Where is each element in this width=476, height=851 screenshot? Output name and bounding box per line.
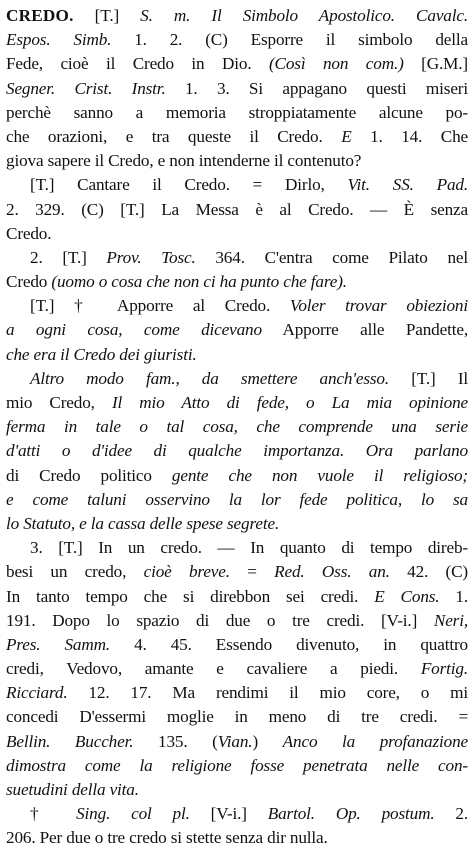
entry-line bbox=[6, 173, 468, 197]
entry-text: Fede, cioè il Credo in Dio. bbox=[6, 54, 269, 74]
entry-text: 206. Per due o tre credo si stette senza dir nulla. bbox=[6, 828, 328, 848]
entry-text: concedi D'essermi moglie in meno di tre credi. = bbox=[6, 707, 468, 727]
entry-line bbox=[6, 536, 468, 560]
italic-text: Ricciard. bbox=[6, 683, 68, 703]
entry-text: mio Credo, bbox=[6, 393, 112, 412]
entry-text: 1. 3. Si appagano questi miseri bbox=[165, 78, 468, 98]
entry-line bbox=[6, 464, 468, 488]
italic-text: Vian. bbox=[217, 731, 253, 751]
entry-line bbox=[6, 826, 468, 850]
entry-text: 2. bbox=[434, 804, 468, 824]
entry-text: 3. [T.] In un credo. — In quanto di tempo direb- bbox=[30, 538, 468, 558]
entry-line bbox=[6, 488, 468, 512]
entry-text: 2. 329. (C) [T.] La Messa è al Credo. — È senza bbox=[6, 199, 468, 219]
entry-text: 2. [T.] bbox=[30, 247, 107, 267]
entry-text: perchè sanno a memoria stroppiatamente alcune po- bbox=[6, 102, 468, 122]
italic-text: Voler trovar obiezioni bbox=[289, 296, 468, 316]
entry-line bbox=[6, 52, 468, 76]
entry-text: che orazioni, e tra queste il Credo. bbox=[6, 126, 342, 146]
entry-text: giova sapere il Credo, e non intenderne il contenuto? bbox=[6, 151, 362, 171]
italic-text: che era il Credo dei giuristi. bbox=[6, 344, 197, 364]
italic-text: d'atti o d'idee di qualche importanza. Ora parlano bbox=[6, 441, 468, 461]
entry-line bbox=[6, 222, 468, 246]
entry-line bbox=[6, 778, 468, 802]
entry-text: 42. (C) bbox=[389, 562, 468, 582]
entry-text: Apporre alle Pandette, bbox=[261, 320, 468, 340]
dictionary-page bbox=[6, 4, 469, 848]
entry-line bbox=[6, 4, 468, 28]
entry-text: Credo. bbox=[6, 223, 52, 243]
entry-line bbox=[6, 294, 468, 318]
italic-text: Red. Oss. an. bbox=[274, 562, 390, 582]
entry-line bbox=[6, 343, 468, 367]
entry-line bbox=[6, 609, 468, 633]
italic-text: Sing. col pl. bbox=[76, 804, 190, 824]
italic-text: Bellin. Buccher. bbox=[6, 731, 134, 751]
entry-text: [T.] Il bbox=[389, 368, 469, 388]
entry-line bbox=[6, 439, 468, 463]
entry-text: [G.M.] bbox=[403, 54, 469, 74]
italic-text: S. m. Il Simbolo Apostolico. Cavalc. bbox=[140, 6, 468, 25]
entry-line bbox=[6, 754, 468, 778]
italic-text: ferma in tale o tal cosa, che comprende una serie bbox=[6, 417, 468, 437]
entry-text: [T.] † Apporre al Credo. bbox=[30, 296, 290, 316]
entry-line bbox=[6, 681, 468, 705]
dictionary-entry-credo bbox=[6, 4, 468, 851]
italic-text: gente che non vuole il religioso; bbox=[171, 465, 469, 485]
italic-text: Fortig. bbox=[420, 659, 468, 679]
entry-line bbox=[6, 657, 468, 681]
entry-line bbox=[6, 198, 468, 222]
entry-line bbox=[6, 415, 468, 439]
italic-text: (Così non com.) bbox=[268, 54, 404, 74]
entry-line bbox=[6, 149, 468, 173]
entry-text: credi, Vedovo, amante e cavaliere a piedi. bbox=[6, 659, 421, 679]
entry-text: 364. C'entra come Pilato nel bbox=[195, 247, 468, 267]
entry-text: 191. Dopo lo spazio di due o tre credi. [V-i.] bbox=[6, 610, 434, 630]
entry-text: 1. bbox=[439, 586, 468, 606]
italic-text: E Cons. bbox=[374, 586, 440, 606]
entry-text: besi un credo, bbox=[6, 562, 144, 582]
headword: CREDO. bbox=[6, 6, 74, 25]
italic-text: Prov. Tosc. bbox=[106, 247, 196, 267]
entry-text: [T.] Cantare il Credo. = Dirlo, bbox=[30, 175, 348, 195]
entry-line bbox=[6, 28, 468, 52]
entry-text: [V-i.] bbox=[189, 804, 268, 824]
entry-line bbox=[6, 802, 468, 826]
entry-line bbox=[6, 391, 468, 415]
italic-text: a ogni cosa, come dicevano bbox=[6, 320, 262, 340]
italic-text: lo Statuto, e la cassa delle spese segrete. bbox=[6, 513, 280, 533]
entry-text: † bbox=[30, 804, 77, 824]
entry-line bbox=[6, 246, 468, 270]
entry-text: [T.] bbox=[73, 6, 141, 25]
italic-text: Bartol. Op. postum. bbox=[267, 804, 435, 824]
italic-text: Vit. SS. Pad. bbox=[347, 175, 468, 195]
entry-line bbox=[6, 705, 468, 729]
entry-line bbox=[6, 125, 468, 149]
italic-text: dimostra come la religione fosse penetrata nelle con- bbox=[6, 755, 468, 775]
entry-line bbox=[6, 318, 468, 342]
entry-line bbox=[6, 730, 468, 754]
entry-text: 4. 45. Essendo divenuto, in quattro bbox=[110, 634, 468, 654]
italic-text: Segner. Crist. Instr. bbox=[6, 78, 166, 98]
entry-text: 1. 2. (C) Esporre il simbolo della bbox=[111, 30, 468, 50]
entry-text: = bbox=[229, 562, 275, 582]
entry-line bbox=[6, 77, 468, 101]
italic-text: suetudini della vita. bbox=[6, 780, 139, 799]
italic-text: E bbox=[341, 126, 352, 146]
italic-text: e come taluni osservino la lor fede politica, lo sa bbox=[6, 489, 468, 509]
italic-text: Neri, bbox=[433, 610, 468, 630]
entry-text: 12. 17. Ma rendimi il mio core, o mi bbox=[67, 683, 468, 703]
entry-line bbox=[6, 270, 468, 294]
entry-line bbox=[6, 560, 468, 584]
italic-text: Pres. Samm. bbox=[6, 634, 111, 654]
entry-line bbox=[6, 633, 468, 657]
entry-line bbox=[6, 101, 468, 125]
entry-line bbox=[6, 367, 468, 391]
italic-text: Espos. Simb. bbox=[6, 30, 112, 50]
entry-text: ) bbox=[252, 731, 283, 751]
entry-text: 1. 14. Che bbox=[351, 126, 468, 146]
italic-text: Anco la profanazione bbox=[282, 731, 468, 751]
entry-text: di Credo politico bbox=[6, 465, 172, 485]
italic-text: (uomo o cosa che non ci ha punto che fare). bbox=[51, 272, 347, 292]
entry-line bbox=[6, 585, 468, 609]
entry-text: Credo bbox=[6, 272, 52, 292]
entry-text: 135. ( bbox=[133, 731, 218, 751]
italic-text: Altro modo fam., da smettere anch'esso. bbox=[30, 368, 390, 388]
italic-text: cioè breve. bbox=[143, 562, 230, 582]
entry-text: In tanto tempo che si direbbon sei credi. bbox=[6, 586, 375, 606]
entry-line bbox=[6, 512, 468, 536]
italic-text: Il mio Atto di fede, o La mia opinione bbox=[111, 393, 468, 412]
